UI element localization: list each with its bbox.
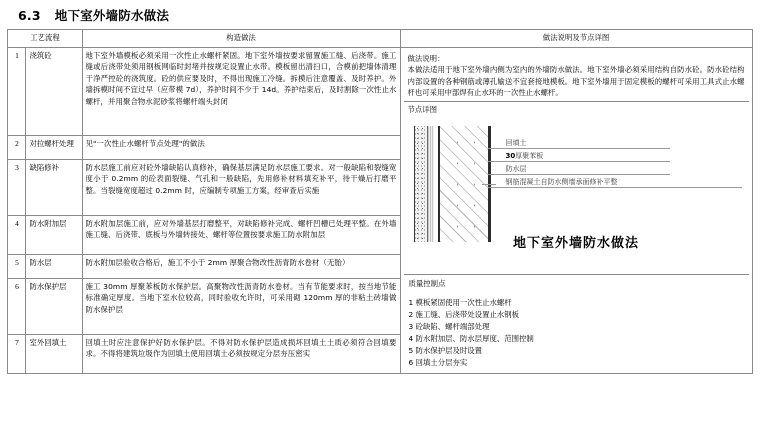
quality-control-item: 1 模板紧固使用一次性止水螺杆 xyxy=(408,298,512,308)
row-method: 防水附加层施工前，应对外墙基层打磨整平，对缺陷修补完成、螺杆凹槽已处理平整。在外墙施工缝、后浇带、底板与外墙转接处、螺杆等位置按要求施工防水附加层 xyxy=(82,215,400,255)
table-header-row xyxy=(8,30,752,48)
row-number: 3 xyxy=(8,159,26,215)
backfill-soil-layer xyxy=(414,126,428,242)
header-detail: 做法说明及节点详图 xyxy=(400,30,752,48)
row-number: 4 xyxy=(8,215,26,255)
leader-line xyxy=(502,187,742,188)
row-stage: 防水保护层 xyxy=(26,278,82,334)
row-number: 6 xyxy=(8,278,26,334)
figure-label-row xyxy=(492,136,742,149)
node-detail-title: 节点详图 xyxy=(407,104,438,114)
row-stage: 防水层 xyxy=(26,255,82,278)
quality-control-title: 质量控制点 xyxy=(408,279,446,289)
method-description xyxy=(404,50,749,101)
figure-label-row xyxy=(492,175,742,188)
wall-section-figure xyxy=(408,116,745,274)
figure-label-row xyxy=(492,149,742,162)
detail-cell xyxy=(400,48,752,374)
quality-control-item: 5 防水保护层及时设置 xyxy=(408,346,483,356)
quality-control-item: 3 砼缺陷、螺杆端部处理 xyxy=(408,322,490,332)
figure-labels xyxy=(492,136,742,188)
quality-control-item: 4 防水附加层、防水层厚度、范围控制 xyxy=(408,334,534,344)
row-method: 防水层施工前应对砼外墙缺陷认真修补，确保基层满足防水层施工要求。对一般缺陷和裂缝宽度小于 0.2mm 的砼表面裂缝、气孔和一般缺陷，先用修补材料填充补平，待干燥后打磨平整。当裂缝宽度超过 0.2mm 时，应编制专项施工方案，经审查后实施 xyxy=(82,159,400,215)
label-waterproof: 防水层 xyxy=(505,164,527,173)
table-row xyxy=(8,48,752,136)
row-number: 7 xyxy=(8,334,26,374)
description-body: 本做法适用于地下室外墙内侧为室内的外墙防水做法。地下室外墙必须采用结构自防水砼。防水砼结构内部设置的各种钢筋或薄孔输送不宜套接地模板。地下室外墙用于固定模板的螺杆可采用工具式止水螺杆也可采用中部焊有止水环的一次性止水螺杆。 xyxy=(407,65,745,98)
quality-control-block xyxy=(404,275,749,371)
header-process: 工艺流程 xyxy=(8,30,82,48)
wall-section-drawing xyxy=(414,126,490,242)
section-number: 6.3 xyxy=(18,8,41,23)
header-method: 构造做法 xyxy=(82,30,400,48)
row-method: 防水附加层验收合格后，施工不小于 2mm 厚聚合物改性沥青防水卷材（无胎） xyxy=(82,255,400,278)
page-title xyxy=(0,0,760,29)
row-method: 施工 30mm 厚聚苯板防水保护层。高聚物改性沥青防水卷材。当有节能要求时，按当地节能标准确定厚度。当地下室水位较高，同时验收允许时，可采用砌 120mm 厚的非粘土砖墙做防水保护层 xyxy=(82,278,400,334)
label-backfill: 回填土 xyxy=(505,138,527,147)
description-title: 做法说明： xyxy=(407,54,445,63)
row-stage: 防水附加层 xyxy=(26,215,82,255)
figure-label-row xyxy=(492,162,742,175)
label-concrete-wall: 钢筋混凝土自防水侧墙承面修补平整 xyxy=(505,177,618,186)
construction-method-table xyxy=(7,29,752,374)
label-insulation-thickness: 30 xyxy=(505,151,516,160)
leader-stub xyxy=(488,187,502,188)
row-number: 5 xyxy=(8,255,26,278)
row-stage: 浇筑砼 xyxy=(26,48,82,136)
row-number: 1 xyxy=(8,48,26,136)
row-method: 回填土时应注意保护好防水保护层。不得对防水保护层造成损坏回填土土质必须符合回填要求。不得将建筑垃圾作为回填土使用回填土必须按规定分层夯压密实 xyxy=(82,334,400,374)
section-title-text: 地下室外墙防水做法 xyxy=(54,8,170,23)
label-insulation xyxy=(506,151,544,162)
figure-caption: 地下室外墙防水做法 xyxy=(512,236,639,252)
row-method: 见"一次性止水螺杆节点处理"的做法 xyxy=(82,136,400,159)
quality-control-item: 6 回填土分层夯实 xyxy=(408,358,468,368)
row-method: 地下室外墙模板必须采用一次性止水螺杆紧固。地下室外墙按要求留置施工缝、后浇带。施工缝或后浇带处须用钢板网临时封堵并按规定设置止水带。模板留出清扫口，合模前把墙体清理干净严控砼的浇筑度。砼的供应要及时，不得出现施工冷缝。拆模后注意覆盖、及时养护。外墙拆模时间不宜过早（应带模 7d），养护时间不少于 14d。养护结束后，及时割除一次性止水螺杆，并用聚合物水泥砂浆将螺杆端头封闭 xyxy=(82,48,400,136)
row-stage: 室外回填土 xyxy=(26,334,82,374)
row-stage: 对拉螺杆处理 xyxy=(26,136,82,159)
row-number: 2 xyxy=(8,136,26,159)
quality-control-item: 2 施工缝、后浇带处设置止水钢板 xyxy=(408,310,520,320)
label-insulation-text: 厚聚苯板 xyxy=(515,151,544,160)
row-stage: 缺陷修补 xyxy=(26,159,82,215)
